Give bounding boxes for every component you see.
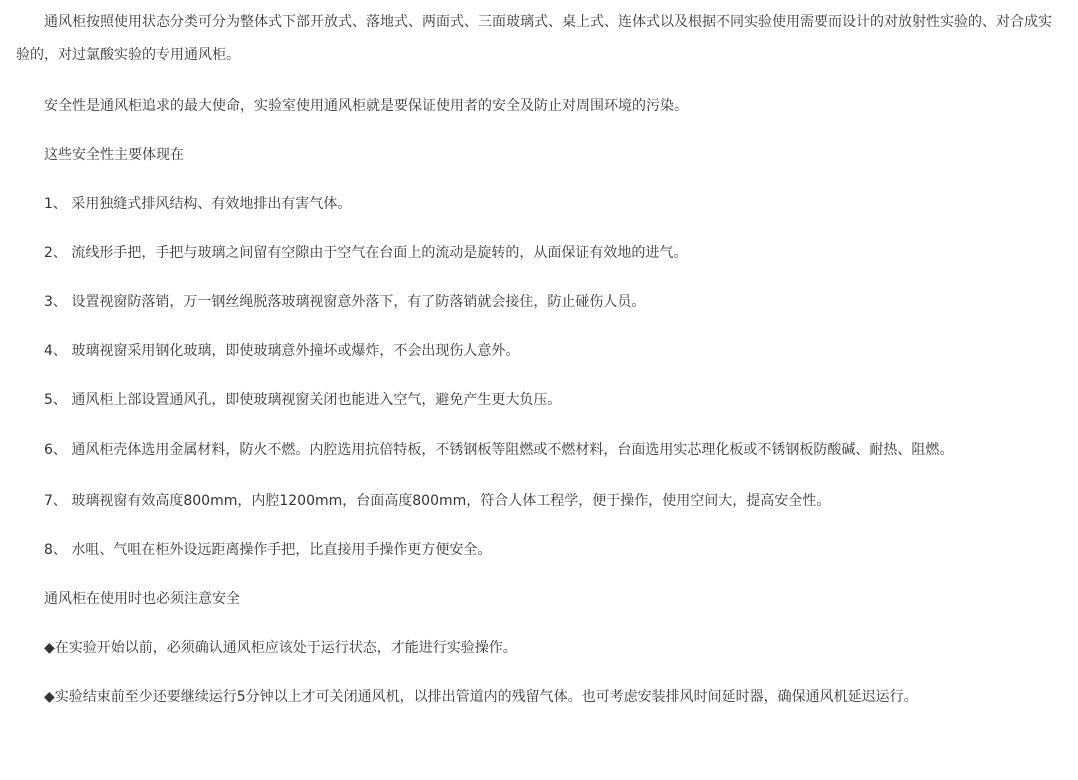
bullet-item-2: ◆实验结束前至少还要继续运行5分钟以上才可关闭通风机，以排出管道内的残留气体。也可考虑安装排风时间延时器，确保通风机延迟运行。 [44,689,918,705]
paragraph-safety-mission: 安全性是通风柜追求的最大使命，实验室使用通风柜就是要保证使用者的安全及防止对周围环境的污染。 [44,98,688,114]
list-item-5: 5、 通风柜上部设置通风孔，即使玻璃视窗关闭也能进入空气，避免产生更大负压。 [44,392,562,408]
list-item-8: 8、 水咀、气咀在柜外设远距离操作手把，比直接用手操作更方便安全。 [44,542,492,558]
list-item-7: 7、 玻璃视窗有效高度800mm，内腔1200mm，台面高度800mm，符合人体工程学，便于操作，使用空间大，提高安全性。 [44,493,831,509]
paragraph-classification: 通风柜按照使用状态分类可分为整体式下部开放式、落地式、两面式、三面玻璃式、桌上式、连体式以及根据不同实验使用需要而设计的对放射性实验的、对合成实验的，对过氯酸实验的专用通风柜。 [16,14,1052,63]
list-item-3: 3、 设置视窗防落销，万一钢丝绳脱落玻璃视窗意外落下，有了防落销就会接住，防止碰伤人员。 [44,294,646,310]
list-item-6: 6、 通风柜壳体选用金属材料，防火不燃。内腔选用抗倍特板，不锈钢板等阻燃或不燃材料，台面选用实芯理化板或不锈钢板防酸碱、耐热、阻燃。 [44,442,954,458]
list-item-1: 1、 采用独缝式排风结构、有效地排出有害气体。 [44,196,352,212]
bullet-item-1: ◆在实验开始以前，必须确认通风柜应该处于运行状态，才能进行实验操作。 [44,640,517,656]
paragraph-safety-intro: 这些安全性主要体现在 [44,147,184,163]
article-body [16,6,1062,731]
paragraph-usage-heading: 通风柜在使用时也必须注意安全 [44,591,240,607]
list-item-4: 4、 玻璃视窗采用钢化玻璃，即使玻璃意外撞坏或爆炸，不会出现伤人意外。 [44,343,520,359]
list-item-2: 2、 流线形手把，手把与玻璃之间留有空隙由于空气在台面上的流动是旋转的，从面保证有效地的进气。 [44,245,688,261]
